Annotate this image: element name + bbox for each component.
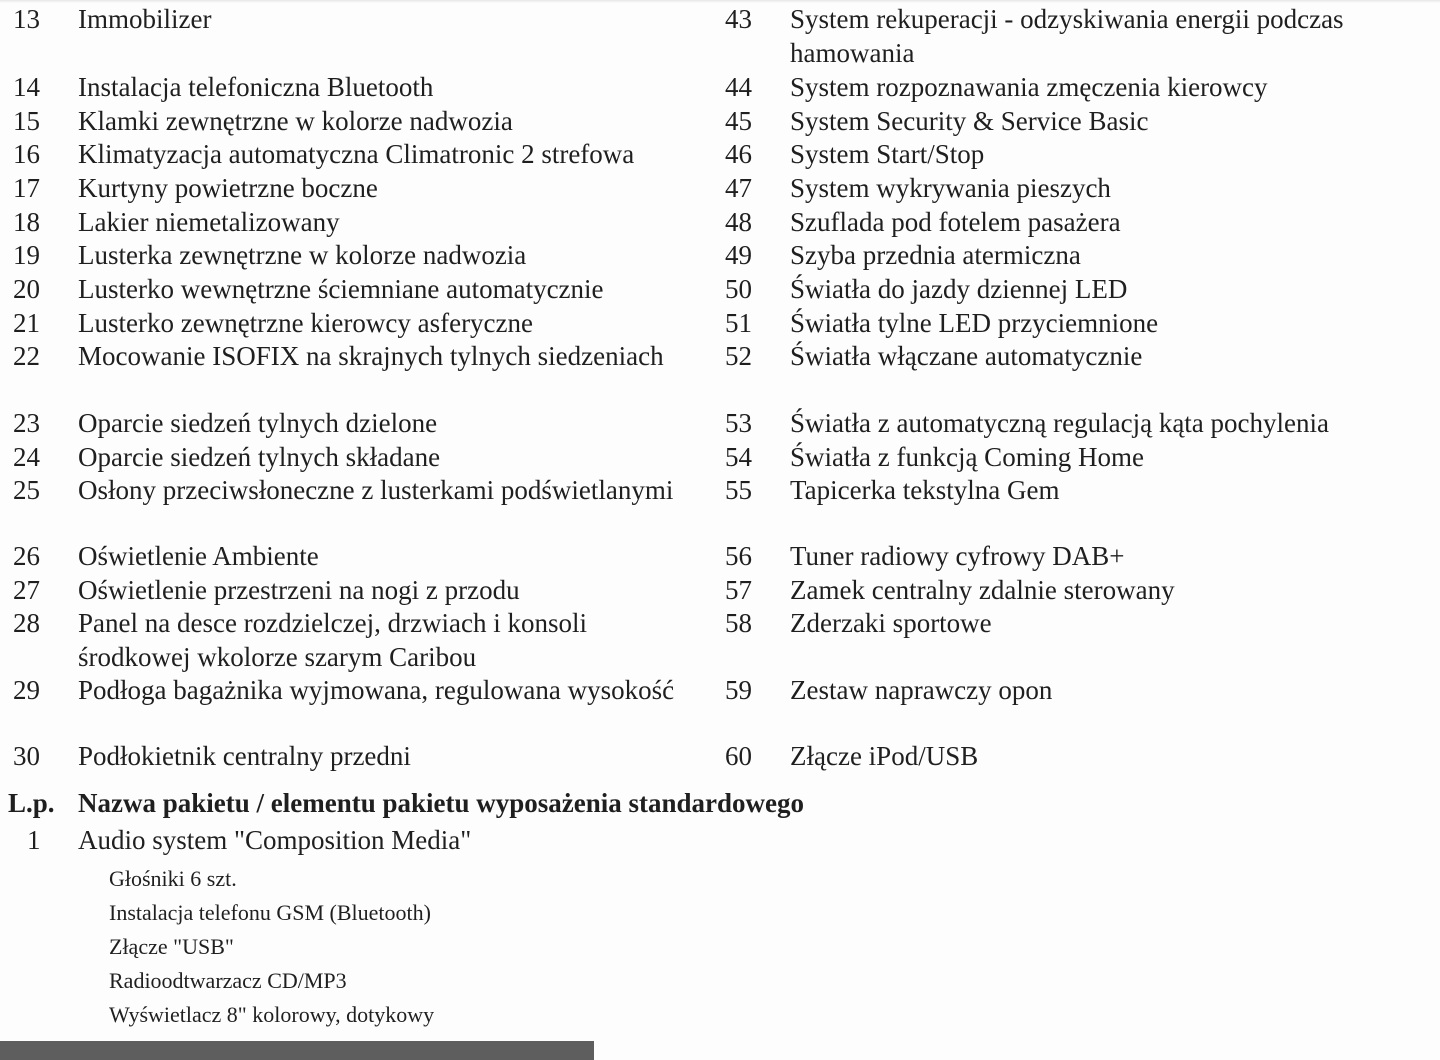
item-number: 15: [13, 106, 40, 136]
package-name-header: Nazwa pakietu / elementu pakietu wyposażenia standardowego: [78, 788, 805, 818]
bottom-overlay-bar: [0, 1041, 594, 1060]
package-sub-item: Głośniki 6 szt.: [109, 866, 237, 891]
item-label: Instalacja telefoniczna Bluetooth: [78, 72, 434, 102]
item-number: 21: [13, 308, 40, 338]
item-number: 27: [13, 575, 40, 605]
item-label: Tapicerka tekstylna Gem: [790, 475, 1060, 505]
package-sub-item: Radioodtwarzacz CD/MP3: [109, 968, 347, 993]
item-number: 56: [725, 541, 752, 571]
item-label: Złącze iPod/USB: [790, 741, 979, 771]
item-number: 48: [725, 207, 752, 237]
item-number: 45: [725, 106, 752, 136]
item-number: 28: [13, 608, 40, 638]
item-number: 30: [13, 741, 40, 771]
item-number: 50: [725, 274, 752, 304]
item-number: 52: [725, 341, 752, 371]
item-label: System wykrywania pieszych: [790, 173, 1111, 203]
item-label: Osłony przeciwsłoneczne z lusterkami podświetlanymi: [78, 475, 674, 505]
item-number: 44: [725, 72, 752, 102]
item-label: Lakier niemetalizowany: [78, 207, 340, 237]
lp-header: L.p.: [8, 788, 55, 818]
package-sub-items: [109, 862, 434, 1032]
item-label: Immobilizer: [78, 4, 212, 34]
item-label: Światła z automatyczną regulacją kąta pochylenia: [790, 408, 1329, 438]
item-label: Klimatyzacja automatyczna Climatronic 2 strefowa: [78, 139, 635, 169]
item-label: Mocowanie ISOFIX na skrajnych tylnych siedzeniach: [78, 341, 664, 371]
item-label: Oparcie siedzeń tylnych dzielone: [78, 408, 438, 438]
item-label: Podłoga bagażnika wyjmowana, regulowana wysokość: [78, 675, 675, 705]
item-label: Oświetlenie przestrzeni na nogi z przodu: [78, 575, 520, 605]
item-label: System Start/Stop: [790, 139, 985, 169]
item-number: 16: [13, 139, 40, 169]
item-label: Kurtyny powietrzne boczne: [78, 173, 378, 203]
item-number: 26: [13, 541, 40, 571]
item-number: 51: [725, 308, 752, 338]
item-label: Podłokietnik centralny przedni: [78, 741, 411, 771]
item-label: System rozpoznawania zmęczenia kierowcy: [790, 72, 1268, 102]
item-number: 17: [13, 173, 40, 203]
item-label: Panel na desce rozdzielczej, drzwiach i konsoli środkowej wkolorze szarym Caribou: [78, 608, 588, 672]
package-sub-item: Złącze "USB": [109, 934, 234, 959]
item-number: 47: [725, 173, 752, 203]
item-label: Szuflada pod fotelem pasażera: [790, 207, 1121, 237]
item-number: 59: [725, 675, 752, 705]
item-number: 53: [725, 408, 752, 438]
package-number: 1: [27, 825, 41, 855]
item-label: Lusterka zewnętrzne w kolorze nadwozia: [78, 240, 527, 270]
item-label: Oświetlenie Ambiente: [78, 541, 319, 571]
item-number: 60: [725, 741, 752, 771]
item-number: 24: [13, 442, 40, 472]
item-number: 58: [725, 608, 752, 638]
item-label: Lusterko zewnętrzne kierowcy asferyczne: [78, 308, 534, 338]
item-number: 43: [725, 4, 752, 34]
item-label: Oparcie siedzeń tylnych składane: [78, 442, 441, 472]
item-label: Zamek centralny zdalnie sterowany: [790, 575, 1175, 605]
item-number: 49: [725, 240, 752, 270]
item-label: Światła włączane automatycznie: [790, 341, 1143, 371]
package-sub-item: Instalacja telefonu GSM (Bluetooth): [109, 900, 431, 925]
item-label: Klamki zewnętrzne w kolorze nadwozia: [78, 106, 513, 136]
item-label: System rekuperacji - odzyskiwania energii podczas hamowania: [790, 4, 1344, 68]
item-label: System Security & Service Basic: [790, 106, 1149, 136]
item-number: 23: [13, 408, 40, 438]
item-label: Lusterko wewnętrzne ściemniane automatycznie: [78, 274, 604, 304]
item-number: 29: [13, 675, 40, 705]
item-number: 20: [13, 274, 40, 304]
item-number: 22: [13, 341, 40, 371]
item-number: 54: [725, 442, 752, 472]
item-number: 18: [13, 207, 40, 237]
item-label: Światła z funkcją Coming Home: [790, 442, 1144, 472]
item-label: Światła do jazdy dziennej LED: [790, 274, 1128, 304]
item-number: 14: [13, 72, 40, 102]
item-number: 19: [13, 240, 40, 270]
item-number: 25: [13, 475, 40, 505]
package-sub-item: Wyświetlacz 8" kolorowy, dotykowy: [109, 1002, 435, 1027]
package-name: Audio system "Composition Media": [78, 825, 472, 855]
item-label: Zestaw naprawczy opon: [790, 675, 1053, 705]
item-number: 46: [725, 139, 752, 169]
item-number: 57: [725, 575, 752, 605]
item-label: Tuner radiowy cyfrowy DAB+: [790, 541, 1125, 571]
item-label: Zderzaki sportowe: [790, 608, 992, 638]
item-label: Szyba przednia atermiczna: [790, 240, 1081, 270]
item-label: Światła tylne LED przyciemnione: [790, 308, 1159, 338]
item-number: 55: [725, 475, 752, 505]
item-number: 13: [13, 4, 40, 34]
